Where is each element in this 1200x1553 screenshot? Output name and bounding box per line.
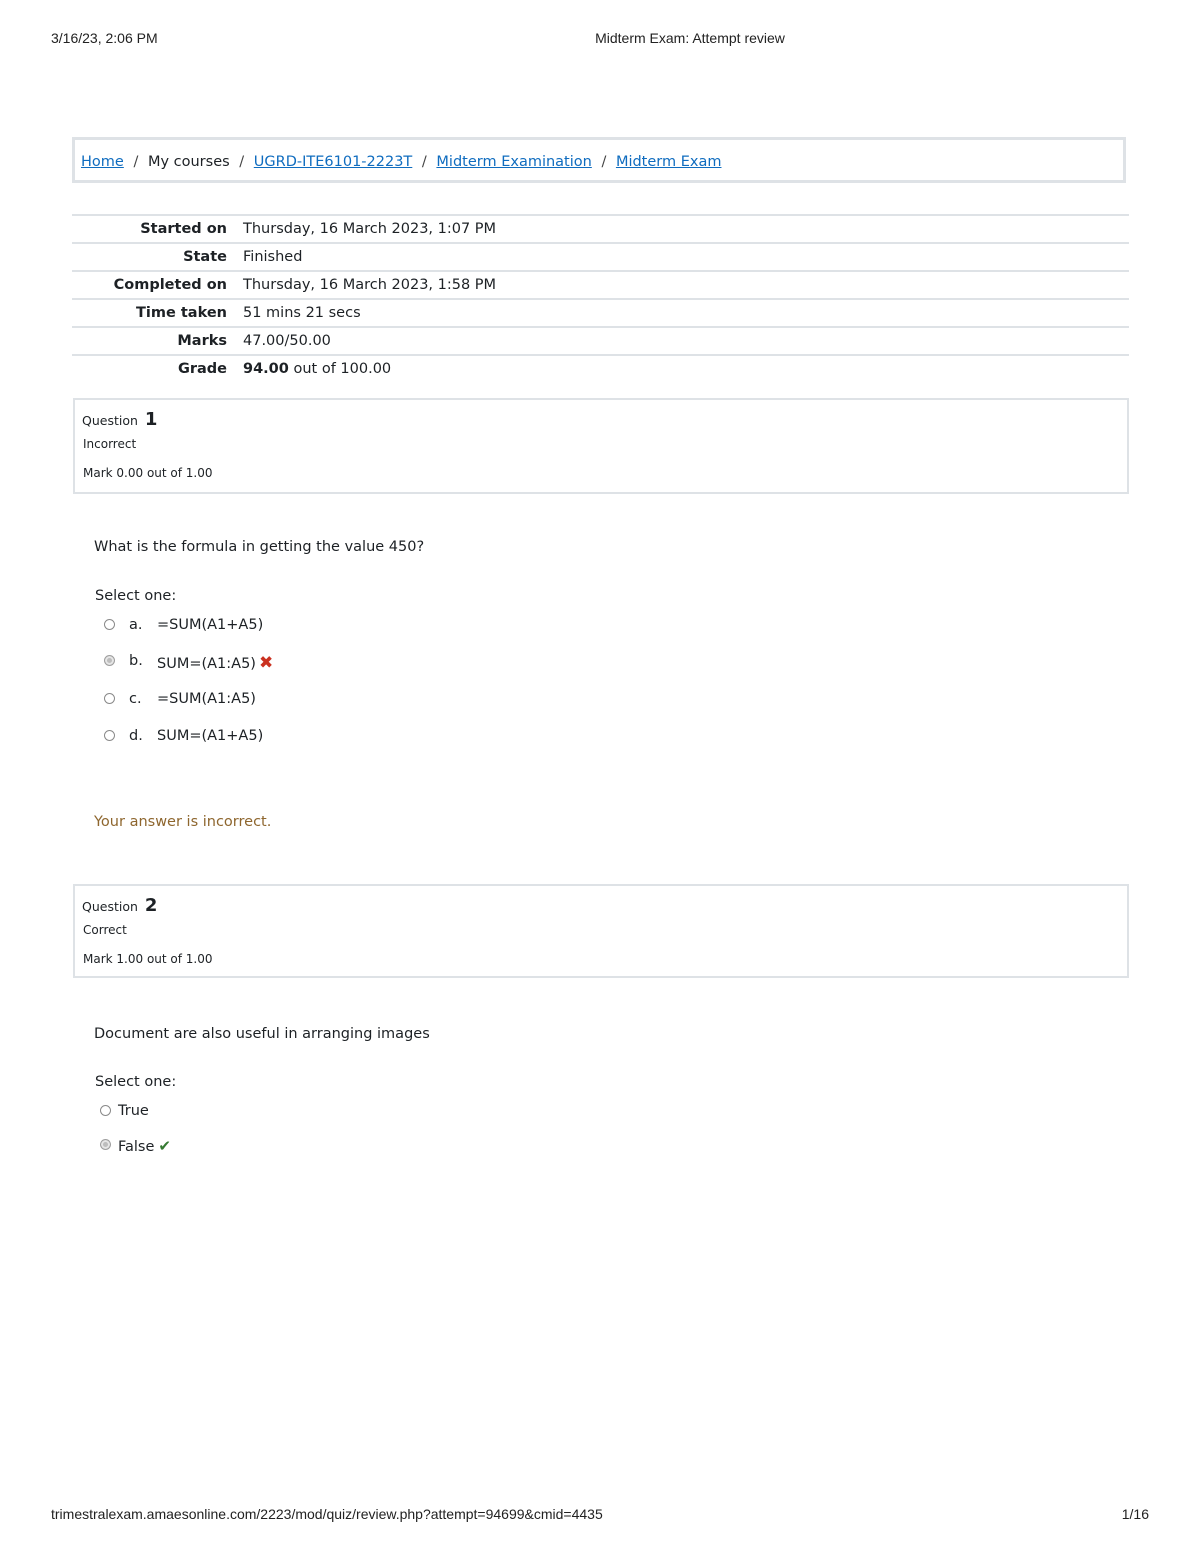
- summary-label: State: [183, 249, 227, 265]
- summary-row-completed-on: [72, 271, 1129, 299]
- breadcrumb-midterm-examination-link[interactable]: Midterm Examination: [436, 154, 592, 170]
- breadcrumb-separator: /: [421, 154, 427, 170]
- question-number-value: 1: [144, 409, 158, 430]
- question-prefix: Question: [82, 413, 138, 428]
- option-text: =SUM(A1+A5): [157, 617, 264, 633]
- question-1-option-a[interactable]: [104, 617, 264, 633]
- breadcrumb: [81, 154, 721, 170]
- print-footer: [51, 1506, 1149, 1526]
- incorrect-x-icon: ✖: [258, 653, 274, 673]
- option-text: [157, 653, 273, 673]
- summary-value: 47.00/50.00: [243, 333, 331, 349]
- summary-label: Time taken: [136, 305, 227, 321]
- print-page-number: 1/16: [1121, 1506, 1149, 1522]
- question-grade: Mark 1.00 out of 1.00: [83, 952, 213, 966]
- question-1-feedback: Your answer is incorrect.: [94, 814, 272, 830]
- option-text: =SUM(A1:A5): [157, 691, 256, 707]
- question-1-option-b[interactable]: [104, 653, 274, 673]
- breadcrumb-separator: /: [133, 154, 139, 170]
- question-state: Incorrect: [83, 437, 137, 451]
- breadcrumb-separator: /: [239, 154, 245, 170]
- question-1-option-c[interactable]: [104, 691, 256, 707]
- radio-button-selected[interactable]: [100, 1139, 111, 1150]
- summary-row-state: [72, 243, 1129, 271]
- question-2-option-false[interactable]: [100, 1137, 171, 1155]
- summary-value: 51 mins 21 secs: [243, 305, 361, 321]
- summary-row-marks: [72, 327, 1129, 355]
- question-number: [82, 895, 157, 916]
- grade-score: 94.00: [243, 361, 289, 377]
- question-1-text: What is the formula in getting the value 450?: [94, 539, 425, 555]
- option-letter: c.: [129, 691, 142, 707]
- summary-label: Completed on: [113, 277, 227, 293]
- summary-row-time-taken: [72, 299, 1129, 327]
- option-text: SUM=(A1+A5): [157, 728, 264, 744]
- radio-button[interactable]: [104, 730, 115, 741]
- question-number: [82, 409, 157, 430]
- question-1-prompt: Select one:: [95, 588, 177, 604]
- summary-value: Thursday, 16 March 2023, 1:58 PM: [243, 277, 497, 293]
- breadcrumb-container: [72, 137, 1126, 183]
- summary-label: Started on: [140, 221, 227, 237]
- summary-label: Grade: [177, 361, 227, 377]
- print-header: [51, 30, 1149, 50]
- summary-label: Marks: [177, 333, 227, 349]
- radio-button[interactable]: [104, 693, 115, 704]
- print-date: 3/16/23, 2:06 PM: [51, 30, 158, 46]
- summary-row-grade: [72, 355, 1129, 382]
- option-letter: a.: [129, 617, 143, 633]
- summary-value: [243, 355, 1129, 382]
- question-state: Correct: [83, 923, 127, 937]
- question-2-option-true[interactable]: [100, 1103, 149, 1119]
- question-2-prompt: Select one:: [95, 1074, 177, 1090]
- question-prefix: Question: [82, 899, 138, 914]
- question-number-value: 2: [144, 895, 158, 916]
- grade-out-of: out of 100.00: [288, 361, 392, 377]
- option-text: [118, 1137, 171, 1155]
- radio-button[interactable]: [104, 619, 115, 630]
- breadcrumb-separator: /: [601, 154, 607, 170]
- option-text-value: False: [118, 1139, 155, 1155]
- attempt-summary-table: [72, 214, 1129, 382]
- breadcrumb-midterm-exam-link[interactable]: Midterm Exam: [615, 154, 722, 170]
- question-grade: Mark 0.00 out of 1.00: [83, 466, 213, 480]
- breadcrumb-my-courses: My courses: [147, 154, 230, 170]
- option-letter: d.: [129, 728, 143, 744]
- summary-row-started-on: [72, 215, 1129, 243]
- option-text: True: [118, 1103, 149, 1119]
- breadcrumb-course-link[interactable]: UGRD-ITE6101-2223T: [253, 154, 413, 170]
- print-title: Midterm Exam: Attempt review: [595, 30, 785, 46]
- option-letter: b.: [129, 653, 143, 669]
- question-1-option-d[interactable]: [104, 728, 264, 744]
- radio-button-selected[interactable]: [104, 655, 115, 666]
- option-text-value: SUM=(A1:A5): [157, 656, 256, 672]
- correct-check-icon: ✔: [158, 1137, 171, 1155]
- print-url: trimestralexam.amaesonline.com/2223/mod/quiz/review.php?attempt=94699&cmid=4435: [51, 1506, 603, 1522]
- breadcrumb-home-link[interactable]: Home: [81, 154, 124, 170]
- summary-value: Thursday, 16 March 2023, 1:07 PM: [243, 221, 497, 237]
- summary-value: Finished: [243, 249, 303, 265]
- question-2-text: Document are also useful in arranging images: [94, 1026, 430, 1042]
- radio-button[interactable]: [100, 1105, 111, 1116]
- question-2-info: [73, 884, 1129, 978]
- question-1-info: [73, 398, 1129, 494]
